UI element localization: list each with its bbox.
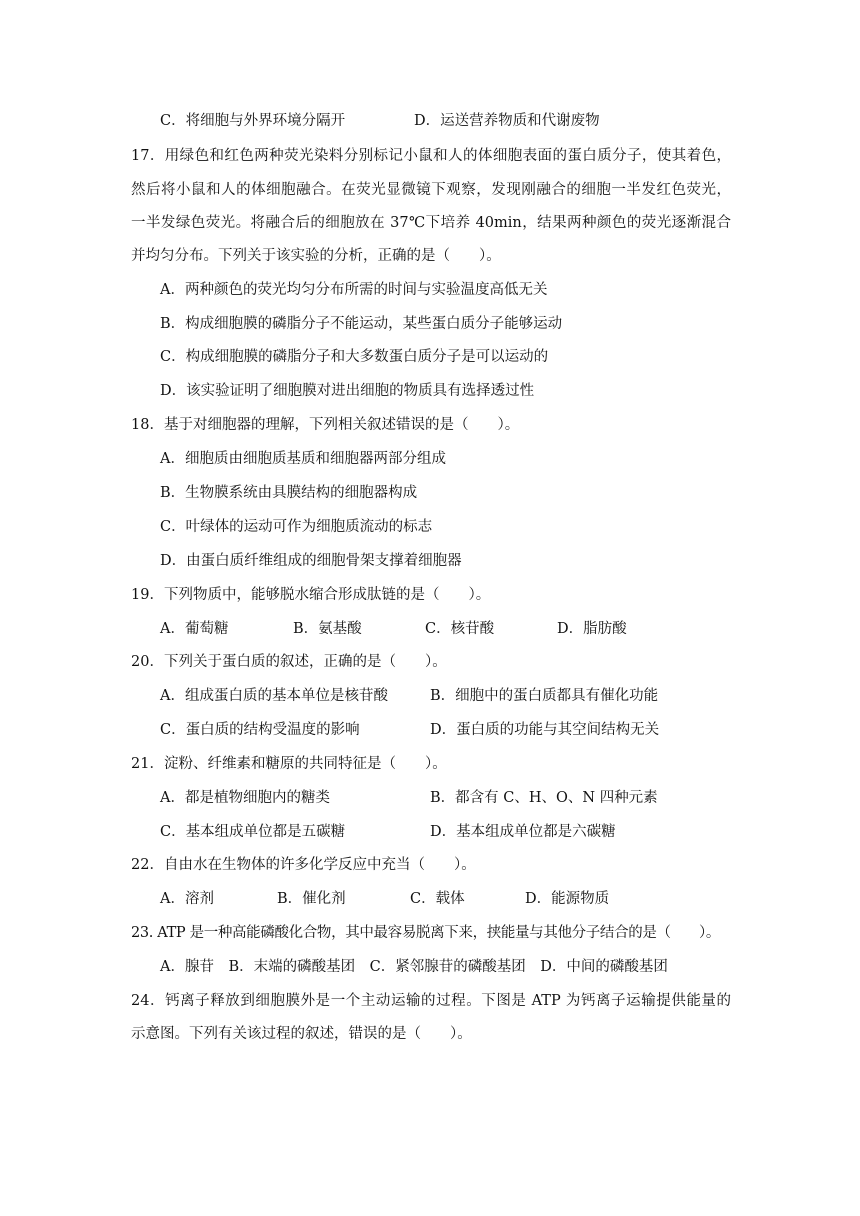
question-19-option-c: C．核苷酸: [425, 621, 495, 637]
question-21-option-b: B．都含有 C、H、O、N 四种元素: [430, 790, 658, 806]
question-22-option-c: C．载体: [410, 891, 465, 907]
question-17-stem-line-3: 一半发绿色荧光。将融合后的细胞放在 37℃下培养 40min，结果两种颜色的荧光逐渐混合: [131, 215, 731, 231]
prev-question-option-d: D．运送营养物质和代谢废物: [414, 113, 600, 129]
question-21-option-d: D．基本组成单位都是六碳糖: [430, 824, 616, 840]
question-21-option-a: A．都是植物细胞内的糖类: [160, 790, 330, 806]
question-17-stem-line-4: 并均匀分布。下列关于该实验的分析，正确的是（ ）。: [131, 248, 501, 264]
question-18-option-c: C．叶绿体的运动可作为细胞质流动的标志: [160, 519, 433, 535]
question-17-option-a: A．两种颜色的荧光均匀分布所需的时间与实验温度高低无关: [160, 282, 548, 298]
prev-question-option-c: C．将细胞与外界环境分隔开: [160, 113, 346, 129]
question-21-stem: 21．淀粉、纤维素和糖原的共同特征是（ ）。: [131, 756, 447, 772]
question-18-option-d: D．由蛋白质纤维组成的细胞骨架支撑着细胞器: [160, 553, 462, 569]
question-22-option-a: A．溶剂: [160, 891, 214, 907]
question-20-option-a: A．组成蛋白质的基本单位是核苷酸: [160, 688, 388, 704]
question-18-option-a: A．细胞质由细胞质基质和细胞器两部分组成: [160, 451, 446, 467]
question-24-stem-line-2: 示意图。下列有关该过程的叙述，错误的是（ ）。: [131, 1026, 472, 1042]
question-20-option-d: D．蛋白质的功能与其空间结构无关: [430, 722, 660, 738]
question-22-option-d: D．能源物质: [525, 891, 610, 907]
question-23-options: A．腺苷 B．末端的磷酸基团 C．紧邻腺苷的磷酸基团 D．中间的磷酸基团: [160, 959, 668, 975]
question-21-option-c: C．基本组成单位都是五碳糖: [160, 824, 346, 840]
question-24-stem-line-1: 24．钙离子释放到细胞膜外是一个主动运输的过程。下图是 ATP 为钙离子运输提供能量的: [131, 993, 731, 1009]
question-22-stem: 22．自由水在生物体的许多化学反应中充当（ ）。: [131, 857, 476, 873]
question-18-stem: 18．基于对细胞器的理解，下列相关叙述错误的是（ ）。: [131, 417, 520, 433]
question-20-stem: 20．下列关于蛋白质的叙述，正确的是（ ）。: [131, 654, 447, 670]
question-22-option-b: B．催化剂: [277, 891, 346, 907]
question-19-stem: 19．下列物质中，能够脱水缩合形成肽链的是（ ）。: [131, 587, 491, 603]
question-17-stem-line-1: 17．用绿色和红色两种荧光染料分别标记小鼠和人的体细胞表面的蛋白质分子，使其着色，: [131, 148, 731, 164]
question-17-option-b: B．构成细胞膜的磷脂分子不能运动，某些蛋白质分子能够运动: [160, 316, 563, 332]
question-18-option-b: B．生物膜系统由具膜结构的细胞器构成: [160, 485, 418, 501]
question-19-option-b: B．氨基酸: [293, 621, 362, 637]
question-17-stem-line-2: 然后将小鼠和人的体细胞融合。在荧光显微镜下观察，发现刚融合的细胞一半发红色荧光，: [131, 182, 731, 198]
question-17-option-d: D．该实验证明了细胞膜对进出细胞的物质具有选择透过性: [160, 383, 535, 399]
question-20-option-c: C．蛋白质的结构受温度的影响: [160, 722, 360, 738]
question-20-option-b: B．细胞中的蛋白质都具有催化功能: [430, 688, 659, 704]
question-19-option-d: D．脂肪酸: [557, 621, 627, 637]
question-19-option-a: A．葡萄糖: [160, 621, 229, 637]
question-17-option-c: C．构成细胞膜的磷脂分子和大多数蛋白质分子是可以运动的: [160, 349, 549, 365]
question-23-stem: 23. ATP 是一种高能磷酸化合物，其中最容易脱离下来，挟能量与其他分子结合的是（ ）。: [131, 925, 721, 941]
